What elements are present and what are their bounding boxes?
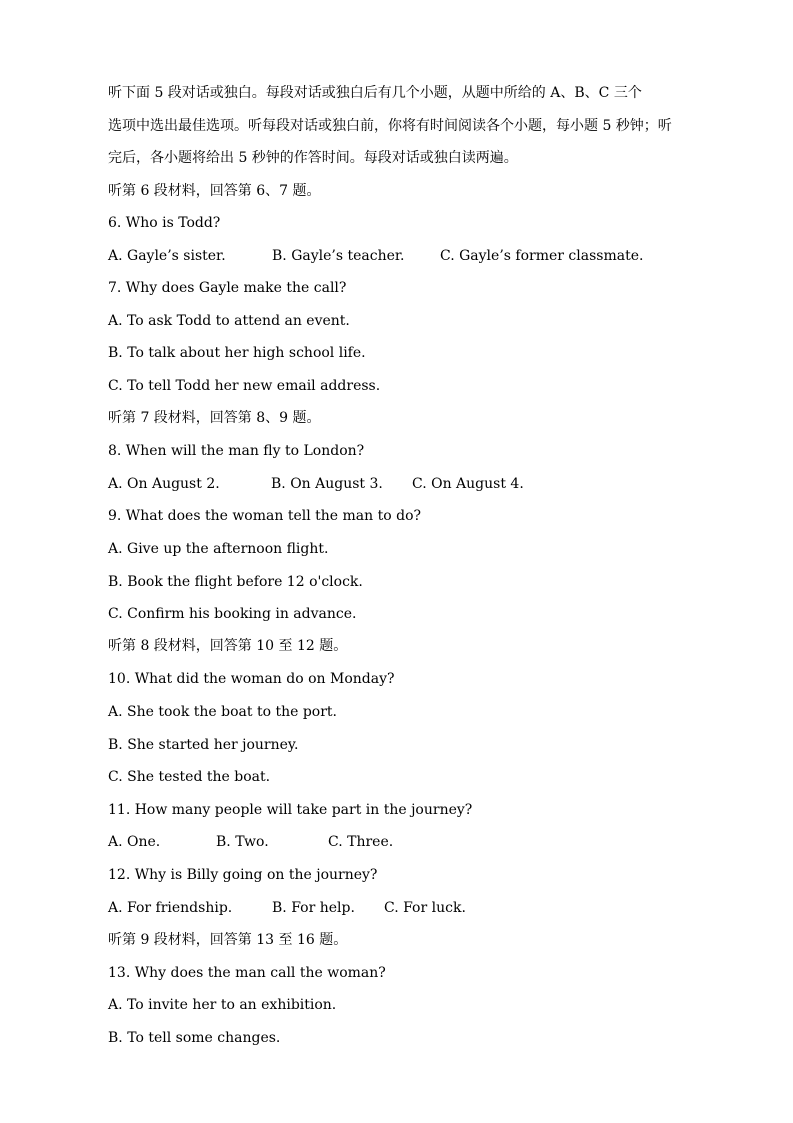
q12-option-b: B. For help. <box>272 900 355 916</box>
q6-option-c: C. Gayle’s former classmate. <box>440 248 644 264</box>
q8-option-b: B. On August 3. <box>271 476 383 492</box>
q11-option-c: C. Three. <box>328 834 394 850</box>
q11-option-a: A. One. <box>108 834 161 850</box>
q10-option-b: B. She started her journey. <box>108 737 299 753</box>
q7-option-b: B. To talk about her high school life. <box>108 345 366 361</box>
q6-option-b: B. Gayle’s teacher. <box>272 248 405 264</box>
question-13: 13. Why does the man call the woman? <box>108 965 386 981</box>
q13-option-a: A. To invite her to an exhibition. <box>108 997 337 1013</box>
section-9-heading: 听第 9 段材料，回答第 13 至 16 题。 <box>108 932 348 948</box>
q7-option-a: A. To ask Todd to attend an event. <box>108 313 350 329</box>
q8-option-a: A. On August 2. <box>108 476 220 492</box>
q10-option-a: A. She took the boat to the port. <box>108 704 338 720</box>
q9-option-a: A. Give up the afternoon flight. <box>108 541 329 557</box>
q13-option-b: B. To tell some changes. <box>108 1030 281 1046</box>
q9-option-b: B. Book the flight before 12 o'clock. <box>108 574 363 590</box>
q10-option-c: C. She tested the boat. <box>108 769 271 785</box>
question-7: 7. Why does Gayle make the call? <box>108 280 347 296</box>
intro-line-3: 完后，各小题将给出 5 秒钟的作答时间。每段对话或独白读两遍。 <box>108 150 518 166</box>
q6-option-a: A. Gayle’s sister. <box>108 248 226 264</box>
intro-line-2: 选项中选出最佳选项。听每段对话或独白前，你将有时间阅读各个小题，每小题 5 秒钟；听 <box>108 118 672 134</box>
q12-option-c: C. For luck. <box>384 900 466 916</box>
q11-option-b: B. Two. <box>216 834 269 850</box>
question-8: 8. When will the man fly to London? <box>108 443 365 459</box>
section-7-heading: 听第 7 段材料，回答第 8、9 题。 <box>108 410 321 426</box>
section-6-heading: 听第 6 段材料，回答第 6、7 题。 <box>108 183 321 199</box>
question-10: 10. What did the woman do on Monday? <box>108 671 395 687</box>
q12-option-a: A. For friendship. <box>108 900 233 916</box>
section-8-heading: 听第 8 段材料，回答第 10 至 12 题。 <box>108 638 348 654</box>
question-12: 12. Why is Billy going on the journey? <box>108 867 378 883</box>
intro-line-1: 听下面 5 段对话或独白。每段对话或独白后有几个小题，从题中所给的 A、B、C 三个 <box>108 85 642 101</box>
q7-option-c: C. To tell Todd her new email address. <box>108 378 381 394</box>
q9-option-c: C. Confirm his booking in advance. <box>108 606 357 622</box>
q8-option-c: C. On August 4. <box>412 476 524 492</box>
question-9: 9. What does the woman tell the man to do? <box>108 508 422 524</box>
question-6: 6. Who is Todd? <box>108 215 221 231</box>
question-11: 11. How many people will take part in the journey? <box>108 802 473 818</box>
